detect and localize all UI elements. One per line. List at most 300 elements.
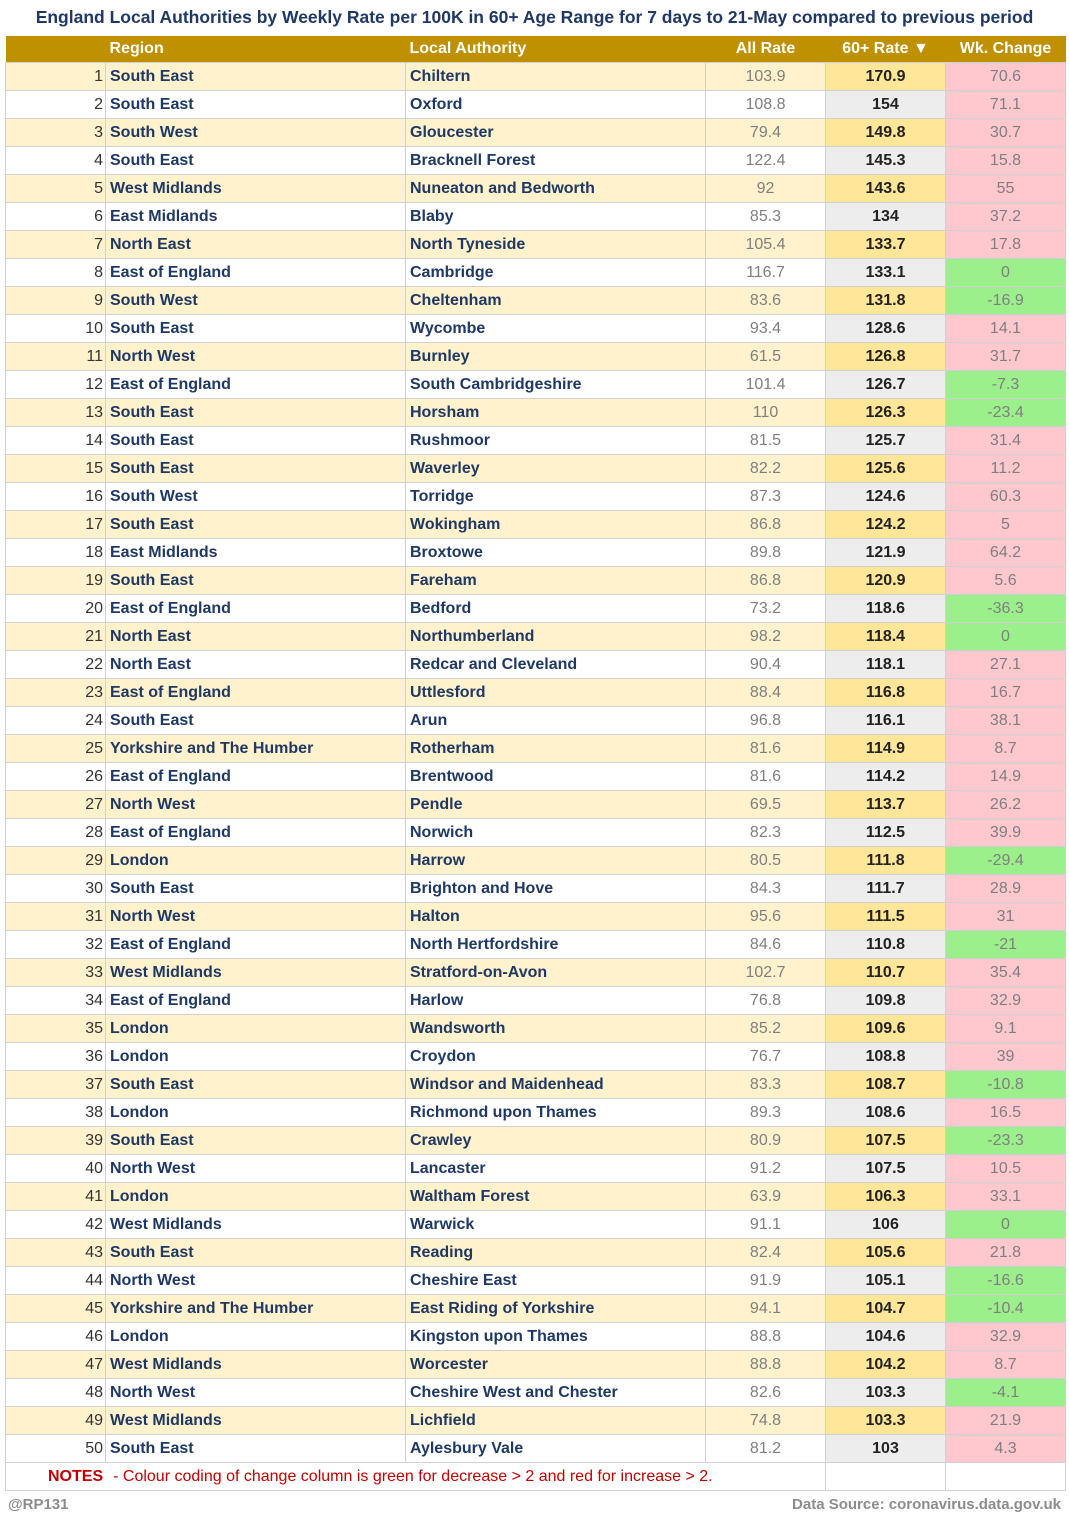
wk-change-cell: 26.2 <box>946 791 1066 819</box>
local-authority-cell: Richmond upon Thames <box>406 1099 706 1127</box>
table-row <box>6 175 1066 203</box>
local-authority-cell: Chiltern <box>406 63 706 91</box>
region-cell: East Midlands <box>106 539 406 567</box>
all-rate-cell: 82.3 <box>706 819 826 847</box>
all-rate-cell: 87.3 <box>706 483 826 511</box>
rank-cell: 2 <box>6 91 106 119</box>
all-rate-cell: 89.8 <box>706 539 826 567</box>
local-authority-cell: Brentwood <box>406 763 706 791</box>
wk-change-cell: 27.1 <box>946 651 1066 679</box>
region-cell: Yorkshire and The Humber <box>106 735 406 763</box>
notes-row <box>6 1463 1066 1491</box>
wk-change-cell: -4.1 <box>946 1379 1066 1407</box>
rank-cell: 41 <box>6 1183 106 1211</box>
rank-cell: 39 <box>6 1127 106 1155</box>
region-cell: South East <box>106 147 406 175</box>
local-authority-cell: Nuneaton and Bedworth <box>406 175 706 203</box>
table-row <box>6 1351 1066 1379</box>
wk-change-cell: 11.2 <box>946 455 1066 483</box>
table-row <box>6 819 1066 847</box>
all-rate-cell: 91.2 <box>706 1155 826 1183</box>
all-rate-cell: 61.5 <box>706 343 826 371</box>
rate-60-cell: 107.5 <box>826 1127 946 1155</box>
region-cell: South East <box>106 1239 406 1267</box>
region-cell: Yorkshire and The Humber <box>106 1295 406 1323</box>
all-rate-cell: 90.4 <box>706 651 826 679</box>
rate-60-cell: 108.6 <box>826 1099 946 1127</box>
page-title: England Local Authorities by Weekly Rate per 100K in 60+ Age Range for 7 days to 21-May compared to previous period <box>35 7 1034 27</box>
local-authority-cell: Worcester <box>406 1351 706 1379</box>
all-rate-cell: 74.8 <box>706 1407 826 1435</box>
all-rate-cell: 84.6 <box>706 931 826 959</box>
rank-cell: 44 <box>6 1267 106 1295</box>
region-cell: North East <box>106 623 406 651</box>
wk-change-cell: 30.7 <box>946 119 1066 147</box>
all-rate-cell: 93.4 <box>706 315 826 343</box>
rank-cell: 10 <box>6 315 106 343</box>
rank-cell: 25 <box>6 735 106 763</box>
rank-cell: 27 <box>6 791 106 819</box>
data-source: Data Source: coronavirus.data.gov.uk <box>792 1496 1061 1513</box>
all-rate-cell: 96.8 <box>706 707 826 735</box>
rank-cell: 32 <box>6 931 106 959</box>
region-cell: East of England <box>106 763 406 791</box>
region-cell: South West <box>106 483 406 511</box>
rate-60-cell: 118.1 <box>826 651 946 679</box>
region-cell: North West <box>106 1155 406 1183</box>
rate-60-cell: 104.6 <box>826 1323 946 1351</box>
all-rate-cell: 81.5 <box>706 427 826 455</box>
table-row <box>6 399 1066 427</box>
table-row <box>6 679 1066 707</box>
wk-change-cell: 28.9 <box>946 875 1066 903</box>
rank-cell: 45 <box>6 1295 106 1323</box>
local-authority-cell: Rushmoor <box>406 427 706 455</box>
rate-60-cell: 133.1 <box>826 259 946 287</box>
rate-60-cell: 106 <box>826 1211 946 1239</box>
region-cell: East Midlands <box>106 203 406 231</box>
rank-cell: 20 <box>6 595 106 623</box>
local-authority-cell: Burnley <box>406 343 706 371</box>
region-cell: West Midlands <box>106 959 406 987</box>
region-cell: North West <box>106 1379 406 1407</box>
all-rate-cell: 81.6 <box>706 735 826 763</box>
table-row <box>6 1183 1066 1211</box>
wk-change-cell: 32.9 <box>946 987 1066 1015</box>
rate-60-cell: 110.8 <box>826 931 946 959</box>
rank-cell: 19 <box>6 567 106 595</box>
all-rate-cell: 92 <box>706 175 826 203</box>
rank-cell: 48 <box>6 1379 106 1407</box>
authorities-table <box>5 36 1066 1491</box>
rate-60-cell: 120.9 <box>826 567 946 595</box>
local-authority-cell: Fareham <box>406 567 706 595</box>
local-authority-cell: Oxford <box>406 91 706 119</box>
table-row <box>6 791 1066 819</box>
rate-60-cell: 105.6 <box>826 1239 946 1267</box>
table-row <box>6 847 1066 875</box>
rate-60-cell: 121.9 <box>826 539 946 567</box>
region-cell: North East <box>106 231 406 259</box>
all-rate-cell: 85.2 <box>706 1015 826 1043</box>
all-rate-cell: 98.2 <box>706 623 826 651</box>
rank-cell: 18 <box>6 539 106 567</box>
wk-change-cell: 14.9 <box>946 763 1066 791</box>
all-rate-header[interactable] <box>706 36 826 63</box>
rate-60-cell: 118.6 <box>826 595 946 623</box>
table-row <box>6 567 1066 595</box>
all-rate-cell: 69.5 <box>706 791 826 819</box>
region-cell: South East <box>106 875 406 903</box>
local-authority-cell: Wandsworth <box>406 1015 706 1043</box>
all-rate-header-label: All Rate <box>735 40 796 57</box>
rank-cell: 40 <box>6 1155 106 1183</box>
local-authority-cell: Harrow <box>406 847 706 875</box>
rank-cell: 35 <box>6 1015 106 1043</box>
all-rate-cell: 94.1 <box>706 1295 826 1323</box>
table-row <box>6 483 1066 511</box>
author-credit: @RP131 <box>8 1496 69 1513</box>
rank-cell: 6 <box>6 203 106 231</box>
wk-change-cell: 10.5 <box>946 1155 1066 1183</box>
sort-descending-icon[interactable]: ▼ <box>912 40 929 57</box>
rank-cell: 31 <box>6 903 106 931</box>
all-rate-cell: 108.8 <box>706 91 826 119</box>
rate-60-cell: 112.5 <box>826 819 946 847</box>
rate-60-cell: 126.7 <box>826 371 946 399</box>
local-authority-cell: Broxtowe <box>406 539 706 567</box>
wk-change-header[interactable] <box>946 36 1066 63</box>
table-row <box>6 1211 1066 1239</box>
region-cell: North West <box>106 343 406 371</box>
rate-60-cell: 170.9 <box>826 63 946 91</box>
all-rate-cell: 122.4 <box>706 147 826 175</box>
region-cell: East of England <box>106 679 406 707</box>
wk-change-cell: 0 <box>946 1211 1066 1239</box>
region-header[interactable] <box>106 36 406 63</box>
table-row <box>6 1295 1066 1323</box>
local-authority-cell: Arun <box>406 707 706 735</box>
rank-cell: 43 <box>6 1239 106 1267</box>
all-rate-cell: 83.6 <box>706 287 826 315</box>
wk-change-cell: -21 <box>946 931 1066 959</box>
rate-60-header[interactable] <box>826 36 946 63</box>
local-authority-cell: Rotherham <box>406 735 706 763</box>
wk-change-cell: 17.8 <box>946 231 1066 259</box>
local-authority-cell: Northumberland <box>406 623 706 651</box>
rate-60-cell: 133.7 <box>826 231 946 259</box>
wk-change-cell: 31.4 <box>946 427 1066 455</box>
all-rate-cell: 88.8 <box>706 1351 826 1379</box>
local-authority-cell: Cheltenham <box>406 287 706 315</box>
all-rate-cell: 81.2 <box>706 1435 826 1463</box>
region-cell: South East <box>106 399 406 427</box>
wk-change-cell: 71.1 <box>946 91 1066 119</box>
header-row <box>6 36 1066 63</box>
region-cell: North West <box>106 1267 406 1295</box>
rate-60-cell: 109.8 <box>826 987 946 1015</box>
wk-change-cell: 8.7 <box>946 735 1066 763</box>
local-authority-cell: Crawley <box>406 1127 706 1155</box>
region-cell: West Midlands <box>106 175 406 203</box>
all-rate-cell: 86.8 <box>706 511 826 539</box>
local-authority-cell: Uttlesford <box>406 679 706 707</box>
all-rate-cell: 102.7 <box>706 959 826 987</box>
table-row <box>6 1239 1066 1267</box>
local-authority-cell: Windsor and Maidenhead <box>406 1071 706 1099</box>
region-cell: East of England <box>106 819 406 847</box>
wk-change-cell: 60.3 <box>946 483 1066 511</box>
rank-cell: 24 <box>6 707 106 735</box>
wk-change-cell: -23.4 <box>946 399 1066 427</box>
table-row <box>6 1323 1066 1351</box>
local-authority-cell: South Cambridgeshire <box>406 371 706 399</box>
local-authority-cell: Cheshire West and Chester <box>406 1379 706 1407</box>
rank-cell: 49 <box>6 1407 106 1435</box>
table-row <box>6 1015 1066 1043</box>
local-authority-cell: East Riding of Yorkshire <box>406 1295 706 1323</box>
local-authority-cell: Redcar and Cleveland <box>406 651 706 679</box>
all-rate-cell: 79.4 <box>706 119 826 147</box>
rank-cell: 33 <box>6 959 106 987</box>
rank-cell: 47 <box>6 1351 106 1379</box>
wk-change-cell: 35.4 <box>946 959 1066 987</box>
table-row <box>6 987 1066 1015</box>
rank-cell: 15 <box>6 455 106 483</box>
rank-cell: 16 <box>6 483 106 511</box>
wk-change-cell: 37.2 <box>946 203 1066 231</box>
rank-cell: 46 <box>6 1323 106 1351</box>
local-authority-cell: Stratford-on-Avon <box>406 959 706 987</box>
local-authority-cell: Blaby <box>406 203 706 231</box>
local-authority-cell: Norwich <box>406 819 706 847</box>
wk-change-cell: -10.8 <box>946 1071 1066 1099</box>
all-rate-cell: 116.7 <box>706 259 826 287</box>
table-row <box>6 1435 1066 1463</box>
wk-change-cell: 16.7 <box>946 679 1066 707</box>
wk-change-cell: 5 <box>946 511 1066 539</box>
all-rate-cell: 101.4 <box>706 371 826 399</box>
wk-change-cell: 39.9 <box>946 819 1066 847</box>
rate-60-cell: 114.2 <box>826 763 946 791</box>
all-rate-cell: 103.9 <box>706 63 826 91</box>
rate-60-cell: 104.2 <box>826 1351 946 1379</box>
table-row <box>6 259 1066 287</box>
all-rate-cell: 85.3 <box>706 203 826 231</box>
rank-cell: 5 <box>6 175 106 203</box>
table-row <box>6 735 1066 763</box>
table-row <box>6 287 1066 315</box>
rate-60-cell: 126.3 <box>826 399 946 427</box>
region-cell: North East <box>106 651 406 679</box>
table-body <box>6 63 1066 1463</box>
table-row <box>6 455 1066 483</box>
table-row <box>6 763 1066 791</box>
region-cell: North West <box>106 791 406 819</box>
rank-cell: 42 <box>6 1211 106 1239</box>
wk-change-cell: 9.1 <box>946 1015 1066 1043</box>
wk-change-cell: 8.7 <box>946 1351 1066 1379</box>
wk-change-cell: 32.9 <box>946 1323 1066 1351</box>
wk-change-cell: 33.1 <box>946 1183 1066 1211</box>
all-rate-cell: 86.8 <box>706 567 826 595</box>
rate-60-cell: 110.7 <box>826 959 946 987</box>
table-row <box>6 119 1066 147</box>
rank-cell: 26 <box>6 763 106 791</box>
local-authority-cell: Wokingham <box>406 511 706 539</box>
rate-60-cell: 103.3 <box>826 1379 946 1407</box>
wk-change-cell: 5.6 <box>946 567 1066 595</box>
local-authority-cell: North Hertfordshire <box>406 931 706 959</box>
rate-60-cell: 116.8 <box>826 679 946 707</box>
rate-60-cell: 131.8 <box>826 287 946 315</box>
rate-60-cell: 106.3 <box>826 1183 946 1211</box>
table-row <box>6 315 1066 343</box>
region-cell: South East <box>106 1127 406 1155</box>
rank-cell: 12 <box>6 371 106 399</box>
rate-60-cell: 149.8 <box>826 119 946 147</box>
region-cell: London <box>106 1323 406 1351</box>
region-cell: West Midlands <box>106 1407 406 1435</box>
table-row <box>6 511 1066 539</box>
table-row <box>6 427 1066 455</box>
region-cell: West Midlands <box>106 1351 406 1379</box>
table-row <box>6 91 1066 119</box>
rate-60-cell: 108.8 <box>826 1043 946 1071</box>
rate-60-cell: 124.6 <box>826 483 946 511</box>
all-rate-cell: 63.9 <box>706 1183 826 1211</box>
region-cell: East of England <box>106 987 406 1015</box>
region-cell: South East <box>106 315 406 343</box>
wk-change-cell: -7.3 <box>946 371 1066 399</box>
all-rate-cell: 80.9 <box>706 1127 826 1155</box>
table-row <box>6 63 1066 91</box>
rank-cell: 38 <box>6 1099 106 1127</box>
rate-60-cell: 143.6 <box>826 175 946 203</box>
wk-change-cell: 38.1 <box>946 707 1066 735</box>
region-cell: South East <box>106 455 406 483</box>
table-row <box>6 959 1066 987</box>
rate-60-cell: 103.3 <box>826 1407 946 1435</box>
rate-60-cell: 109.6 <box>826 1015 946 1043</box>
rate-60-cell: 105.1 <box>826 1267 946 1295</box>
region-cell: South East <box>106 427 406 455</box>
region-cell: East of England <box>106 931 406 959</box>
notes-label: NOTES <box>48 1467 104 1485</box>
rate-60-cell: 125.6 <box>826 455 946 483</box>
local-authority-cell: Halton <box>406 903 706 931</box>
local-authority-cell: Waverley <box>406 455 706 483</box>
table-row <box>6 623 1066 651</box>
region-cell: South West <box>106 119 406 147</box>
local-authority-cell: Brighton and Hove <box>406 875 706 903</box>
table-row <box>6 651 1066 679</box>
local-authority-cell: Kingston upon Thames <box>406 1323 706 1351</box>
table-row <box>6 931 1066 959</box>
region-cell: London <box>106 847 406 875</box>
region-cell: South East <box>106 567 406 595</box>
rate-60-cell: 103 <box>826 1435 946 1463</box>
wk-change-cell: -10.4 <box>946 1295 1066 1323</box>
wk-change-cell: 64.2 <box>946 539 1066 567</box>
wk-change-cell: 0 <box>946 259 1066 287</box>
table-row <box>6 1379 1066 1407</box>
region-cell: London <box>106 1183 406 1211</box>
region-cell: London <box>106 1015 406 1043</box>
wk-change-cell: -16.6 <box>946 1267 1066 1295</box>
wk-change-cell: 31 <box>946 903 1066 931</box>
local-authority-header-label: Local Authority <box>409 40 527 57</box>
rate-60-cell: 125.7 <box>826 427 946 455</box>
region-cell: North West <box>106 903 406 931</box>
table-row <box>6 371 1066 399</box>
all-rate-cell: 83.3 <box>706 1071 826 1099</box>
rate-60-cell: 113.7 <box>826 791 946 819</box>
table-row <box>6 1155 1066 1183</box>
rate-60-cell: 111.7 <box>826 875 946 903</box>
region-cell: London <box>106 1043 406 1071</box>
rate-60-cell: 111.5 <box>826 903 946 931</box>
rate-60-cell: 145.3 <box>826 147 946 175</box>
local-authority-cell: Bedford <box>406 595 706 623</box>
local-authority-cell: Lichfield <box>406 1407 706 1435</box>
rank-cell: 1 <box>6 63 106 91</box>
wk-change-cell: 0 <box>946 623 1066 651</box>
all-rate-cell: 82.2 <box>706 455 826 483</box>
notes-text: - Colour coding of change column is green for decrease > 2 and red for increase > 2. <box>113 1467 713 1485</box>
table-row <box>6 343 1066 371</box>
wk-change-cell: -36.3 <box>946 595 1066 623</box>
all-rate-cell: 82.4 <box>706 1239 826 1267</box>
region-cell: South East <box>106 707 406 735</box>
region-cell: South East <box>106 1071 406 1099</box>
rate-60-cell: 111.8 <box>826 847 946 875</box>
local-authority-cell: Cheshire East <box>406 1267 706 1295</box>
table-row <box>6 1267 1066 1295</box>
region-cell: South West <box>106 287 406 315</box>
table-row <box>6 903 1066 931</box>
region-cell: South East <box>106 511 406 539</box>
local-authority-cell: Lancaster <box>406 1155 706 1183</box>
table-row <box>6 875 1066 903</box>
wk-change-cell: 70.6 <box>946 63 1066 91</box>
region-cell: West Midlands <box>106 1211 406 1239</box>
rate-60-cell: 118.4 <box>826 623 946 651</box>
all-rate-cell: 73.2 <box>706 595 826 623</box>
rank-cell: 8 <box>6 259 106 287</box>
rate-60-cell: 114.9 <box>826 735 946 763</box>
rank-cell: 17 <box>6 511 106 539</box>
table-row <box>6 707 1066 735</box>
wk-change-cell: 15.8 <box>946 147 1066 175</box>
local-authority-cell: Waltham Forest <box>406 1183 706 1211</box>
region-cell: East of England <box>106 371 406 399</box>
wk-change-header-label: Wk. Change <box>959 40 1052 57</box>
all-rate-cell: 76.8 <box>706 987 826 1015</box>
local-authority-cell: Gloucester <box>406 119 706 147</box>
rank-cell: 22 <box>6 651 106 679</box>
rank-cell: 34 <box>6 987 106 1015</box>
all-rate-cell: 89.3 <box>706 1099 826 1127</box>
region-cell: East of England <box>106 259 406 287</box>
local-authority-header[interactable] <box>406 36 706 63</box>
all-rate-cell: 91.9 <box>706 1267 826 1295</box>
table-row <box>6 231 1066 259</box>
rate-60-cell: 154 <box>826 91 946 119</box>
all-rate-cell: 88.8 <box>706 1323 826 1351</box>
wk-change-cell: 4.3 <box>946 1435 1066 1463</box>
all-rate-cell: 91.1 <box>706 1211 826 1239</box>
